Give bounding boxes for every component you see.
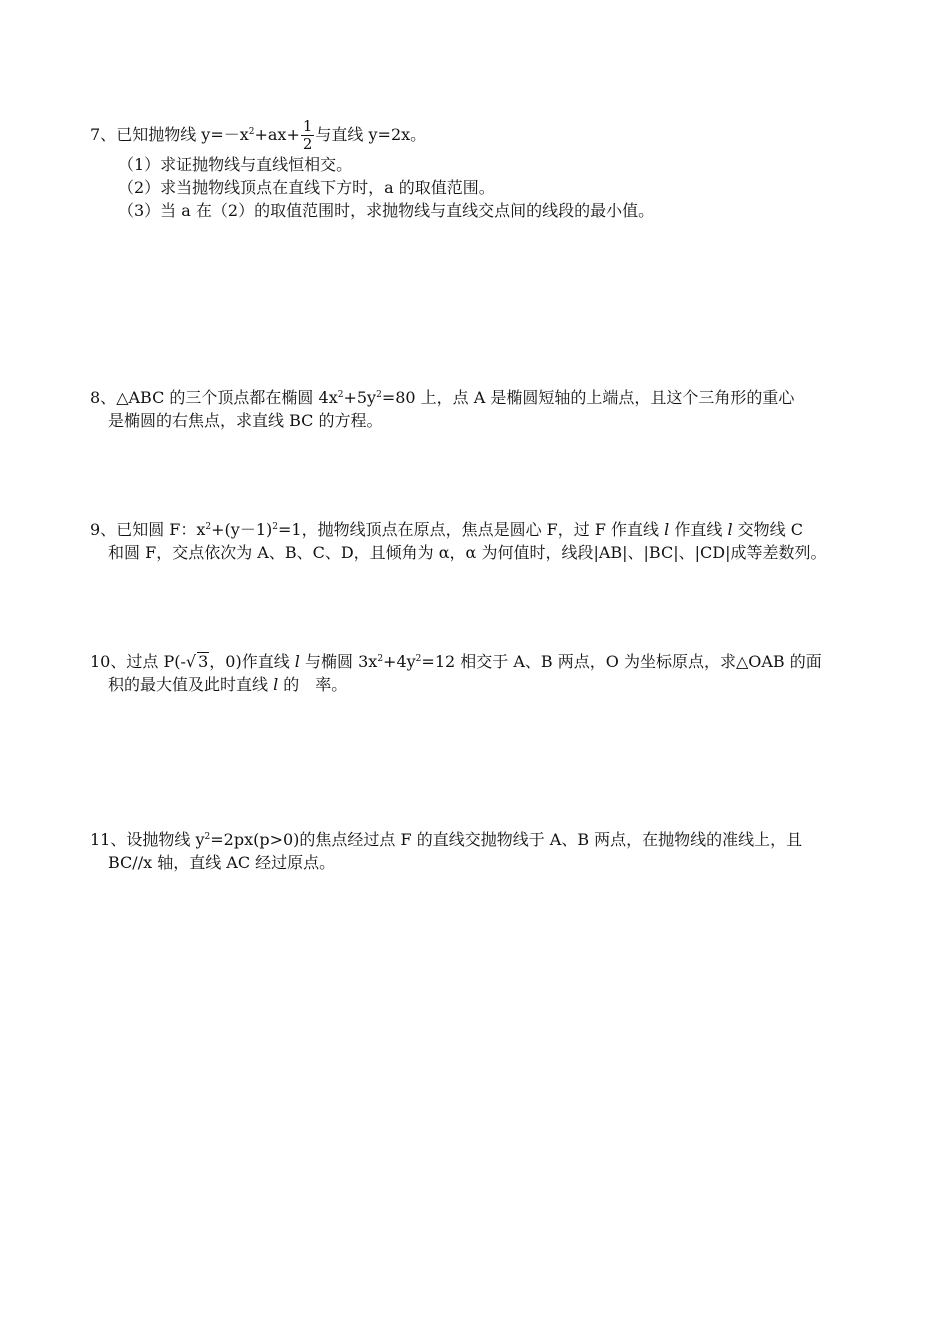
problem-text: △ABC 的三个顶点都在椭圆 4x [116, 388, 338, 407]
sub-question-2: （2）求当抛物线顶点在直线下方时，a 的取值范围。 [118, 178, 495, 197]
problem-11-line-2: BC//x 轴，直线 AC 经过原点。 [108, 853, 336, 872]
problem-number: 7、 [90, 125, 117, 144]
fraction-denominator: 2 [302, 135, 313, 153]
problem-text: 与椭圆 3x [299, 652, 378, 671]
problem-text: +5y [343, 388, 377, 407]
problem-text: +4y [383, 652, 416, 671]
problem-text: +ax+ [254, 125, 300, 144]
radicand: 3 [198, 652, 209, 671]
problem-text: =80 上，点 A 是椭圆短轴的上端点，且这个三角形的重心 [381, 388, 795, 407]
problem-text: 过点 P(- [126, 652, 186, 671]
radical-sign: √ [185, 652, 197, 671]
problem-10 [90, 650, 865, 696]
line-symbol: l [294, 652, 300, 671]
problem-10-line-1 [90, 650, 865, 673]
line-symbol: l [664, 520, 670, 539]
exponent: 2 [377, 654, 384, 664]
fraction-numerator: 1 [302, 117, 313, 135]
problem-text: 设抛物线 y [126, 830, 205, 849]
problem-text: 交物线 C [732, 520, 803, 539]
exponent: 2 [248, 127, 255, 137]
exponent: 2 [337, 390, 344, 400]
problem-text: =1，抛物线顶点在原点，焦点是圆心 F，过 F 作直线 [278, 520, 665, 539]
problem-number: 11、 [90, 830, 127, 849]
problem-8 [90, 386, 865, 432]
problem-text: 积的最大值及此时直线 [108, 675, 274, 694]
problem-9 [90, 518, 865, 564]
problem-number: 9、 [90, 520, 117, 539]
line-symbol: l [727, 520, 733, 539]
problem-text: =2px(p>0)的焦点经过点 F 的直线交抛物线于 A、B 两点，在抛物线的准线上，且 [210, 830, 803, 849]
problem-text: 的 率。 [278, 675, 348, 694]
problem-text: 与直线 y=2x。 [315, 125, 427, 144]
problem-9-line-2: 和圆 F，交点依次为 A、B、C、D，且倾角为 α，α 为何值时，线段|AB|、|BC|、|CD|成等差数列。 [108, 543, 827, 562]
problem-text: 已知圆 F：x [116, 520, 206, 539]
problem-8-line-1 [90, 386, 865, 409]
problem-number: 8、 [90, 388, 117, 407]
sub-question-1: （1）求证抛物线与直线恒相交。 [118, 155, 353, 174]
problem-7 [90, 118, 865, 222]
problem-8-line-2: 是椭圆的右焦点，求直线 BC 的方程。 [108, 411, 383, 430]
sub-question-3: （3）当 a 在（2）的取值范围时，求抛物线与直线交点间的线段的最小值。 [118, 201, 655, 220]
problem-11 [90, 828, 865, 874]
exponent: 2 [204, 832, 211, 842]
problem-text: ，0)作直线 [209, 652, 295, 671]
exponent: 2 [376, 390, 382, 400]
problem-text: 已知抛物线 y=－x [116, 125, 249, 144]
problem-number: 10、 [90, 652, 127, 671]
exponent: 2 [205, 522, 212, 532]
problem-7-statement [90, 118, 865, 153]
exponent: 2 [272, 522, 278, 532]
problem-text: =12 相交于 A、B 两点，O 为坐标原点，求△OAB 的面 [421, 652, 822, 671]
line-symbol: l [273, 675, 279, 694]
problem-text: +(y－1) [211, 520, 273, 539]
problem-9-line-1 [90, 518, 865, 541]
problem-10-line-2 [90, 673, 865, 696]
problem-text: 作直线 [669, 520, 728, 539]
exponent: 2 [415, 654, 422, 664]
fraction [301, 118, 315, 153]
problem-11-line-1 [90, 828, 865, 851]
